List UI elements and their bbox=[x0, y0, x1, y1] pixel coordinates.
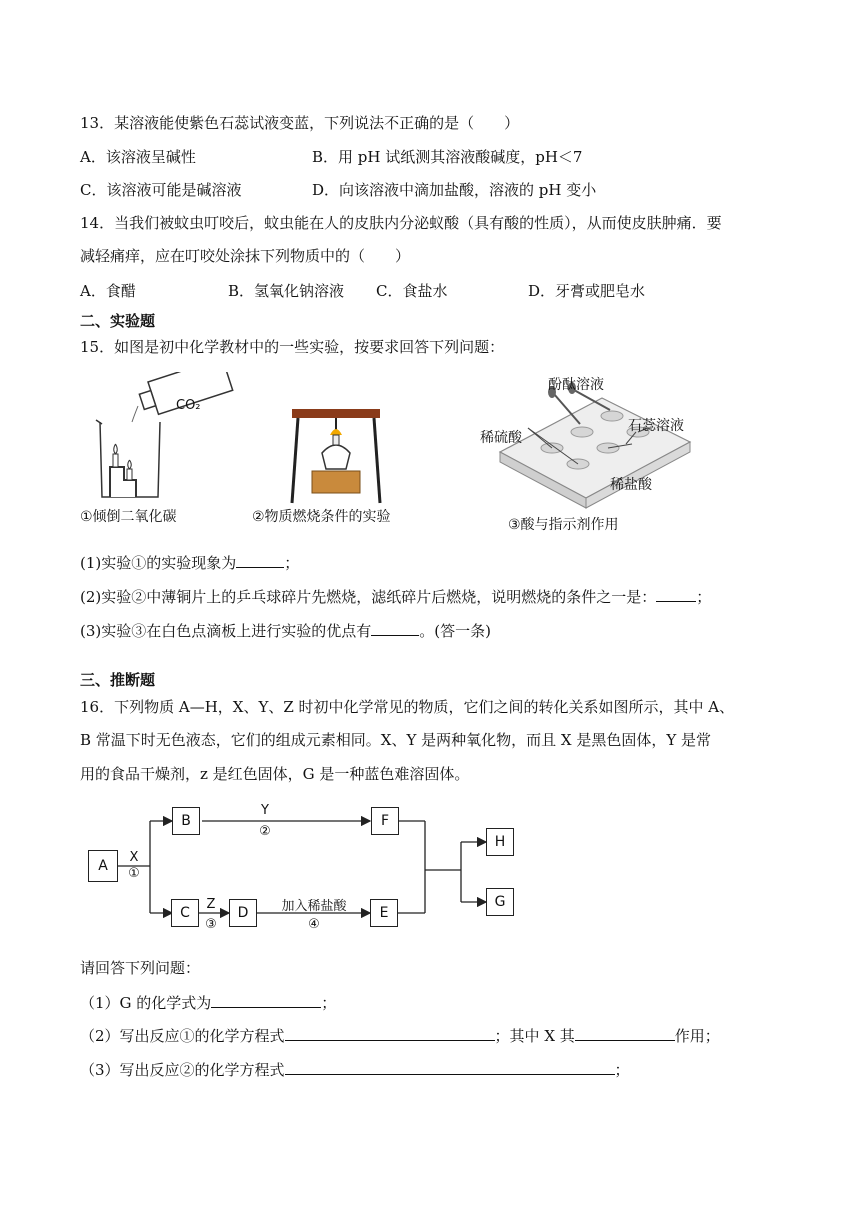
q16-sub1-blank[interactable] bbox=[211, 991, 321, 1008]
edge-num-1: ① bbox=[128, 866, 140, 881]
q16-sub1-text: （1）G 的化学式为 bbox=[80, 994, 212, 1012]
q14-stem-line2: 减轻痛痒，应在叮咬处涂抹下列物质中的（ ） bbox=[80, 247, 411, 265]
q16-sub2 bbox=[80, 1024, 720, 1047]
node-c: C bbox=[171, 899, 199, 927]
label-litmus: 石蕊溶液 bbox=[628, 418, 684, 434]
q13-option-d: D．向该溶液中滴加盐酸，溶液的 pH 变小 bbox=[312, 181, 597, 199]
q16-sub2-mid: ；其中 X 其 bbox=[494, 1027, 575, 1045]
q14-option-a: A．食醋 bbox=[80, 282, 136, 300]
q16-stem-line1: 16．下列物质 A—H，X、Y、Z 时初中化学常见的物质，它们之间的转化关系如图所示，其中 A、 bbox=[80, 698, 735, 716]
node-g: G bbox=[486, 888, 514, 916]
q16-sub2-blank-1[interactable] bbox=[285, 1024, 495, 1041]
q14-option-c: C．食盐水 bbox=[376, 282, 448, 300]
q13-stem: 13．某溶液能使紫色石蕊试液变蓝，下列说法不正确的是（ ） bbox=[80, 114, 520, 132]
co2-label: CO₂ bbox=[176, 398, 201, 413]
q16-sub2-text: （2）写出反应①的化学方程式 bbox=[80, 1027, 285, 1045]
q16-stem-line3: 用的食品干燥剂，z 是红色固体，G 是一种蓝色难溶固体。 bbox=[80, 765, 470, 783]
q13-option-b: B．用 pH 试纸测其溶液酸碱度，pH＜7 bbox=[312, 148, 583, 166]
figure-caption-2: ②物质燃烧条件的实验 bbox=[252, 509, 391, 525]
q16-sub3-end: ； bbox=[614, 1061, 630, 1079]
q15-sub3-end: 。(答一条) bbox=[419, 622, 491, 640]
q14-stem-line1: 14．当我们被蚊虫叮咬后，蚊虫能在人的皮肤内分泌蚁酸（具有酸的性质），从而使皮肤肿痛．要 bbox=[80, 214, 722, 232]
figure-caption-3: ③酸与指示剂作用 bbox=[508, 517, 619, 533]
edge-label-x: X bbox=[129, 850, 139, 865]
section-heading-inference: 三、推断题 bbox=[80, 671, 156, 689]
q16-sub3-text: （3）写出反应②的化学方程式 bbox=[80, 1061, 285, 1079]
q15-sub3-text: (3)实验③在白色点滴板上进行实验的优点有 bbox=[80, 622, 372, 640]
q15-stem: 15．如图是初中化学教材中的一些实验，按要求回答下列问题： bbox=[80, 338, 505, 356]
q15-sub2-text: (2)实验②中薄铜片上的乒乓球碎片先燃烧，滤纸碎片后燃烧，说明燃烧的条件之一是： bbox=[80, 588, 657, 606]
q16-sub2-blank-2[interactable] bbox=[575, 1024, 675, 1041]
q14-option-d: D．牙膏或肥皂水 bbox=[528, 282, 646, 300]
node-h: H bbox=[486, 828, 514, 856]
node-b: B bbox=[172, 807, 200, 835]
edge-label-acid: 加入稀盐酸 bbox=[281, 899, 347, 914]
q13-option-a: A．该溶液呈碱性 bbox=[80, 148, 196, 166]
label-hydrochloric-acid: 稀盐酸 bbox=[610, 477, 652, 493]
edge-num-2: ② bbox=[259, 824, 271, 839]
q16-prompt: 请回答下列问题： bbox=[80, 959, 201, 977]
q15-sub1-end: ； bbox=[284, 554, 300, 572]
node-a: A bbox=[88, 850, 118, 882]
q13-option-c: C．该溶液可能是碱溶液 bbox=[80, 181, 242, 199]
q16-sub2-end: 作用； bbox=[674, 1027, 720, 1045]
q16-sub1 bbox=[80, 991, 336, 1014]
section-heading-experiment: 二、实验题 bbox=[80, 312, 156, 330]
node-d: D bbox=[229, 899, 257, 927]
label-phenolphthalein: 酚酞溶液 bbox=[548, 377, 604, 393]
q16-sub3-blank[interactable] bbox=[285, 1058, 615, 1075]
q16-stem-line2: B 常温下时无色液态，它们的组成元素相同。X、Y 是两种氧化物，而且 X 是黑色固体，Y 是常 bbox=[80, 731, 712, 749]
edge-label-z: Z bbox=[206, 897, 216, 912]
edge-num-3: ③ bbox=[205, 917, 217, 932]
label-sulfuric-acid: 稀硫酸 bbox=[480, 430, 522, 446]
q14-option-b: B．氢氧化钠溶液 bbox=[228, 282, 345, 300]
figure-caption-1: ①倾倒二氧化碳 bbox=[80, 509, 177, 525]
node-f: F bbox=[371, 807, 399, 835]
q15-sub1-text: (1)实验①的实验现象为 bbox=[80, 554, 237, 572]
node-e: E bbox=[370, 899, 398, 927]
edge-label-y: Y bbox=[261, 803, 269, 818]
edge-num-4: ④ bbox=[308, 917, 320, 932]
q16-sub3 bbox=[80, 1058, 630, 1081]
q15-sub2-end: ； bbox=[696, 588, 712, 606]
q16-sub1-end: ； bbox=[321, 994, 337, 1012]
